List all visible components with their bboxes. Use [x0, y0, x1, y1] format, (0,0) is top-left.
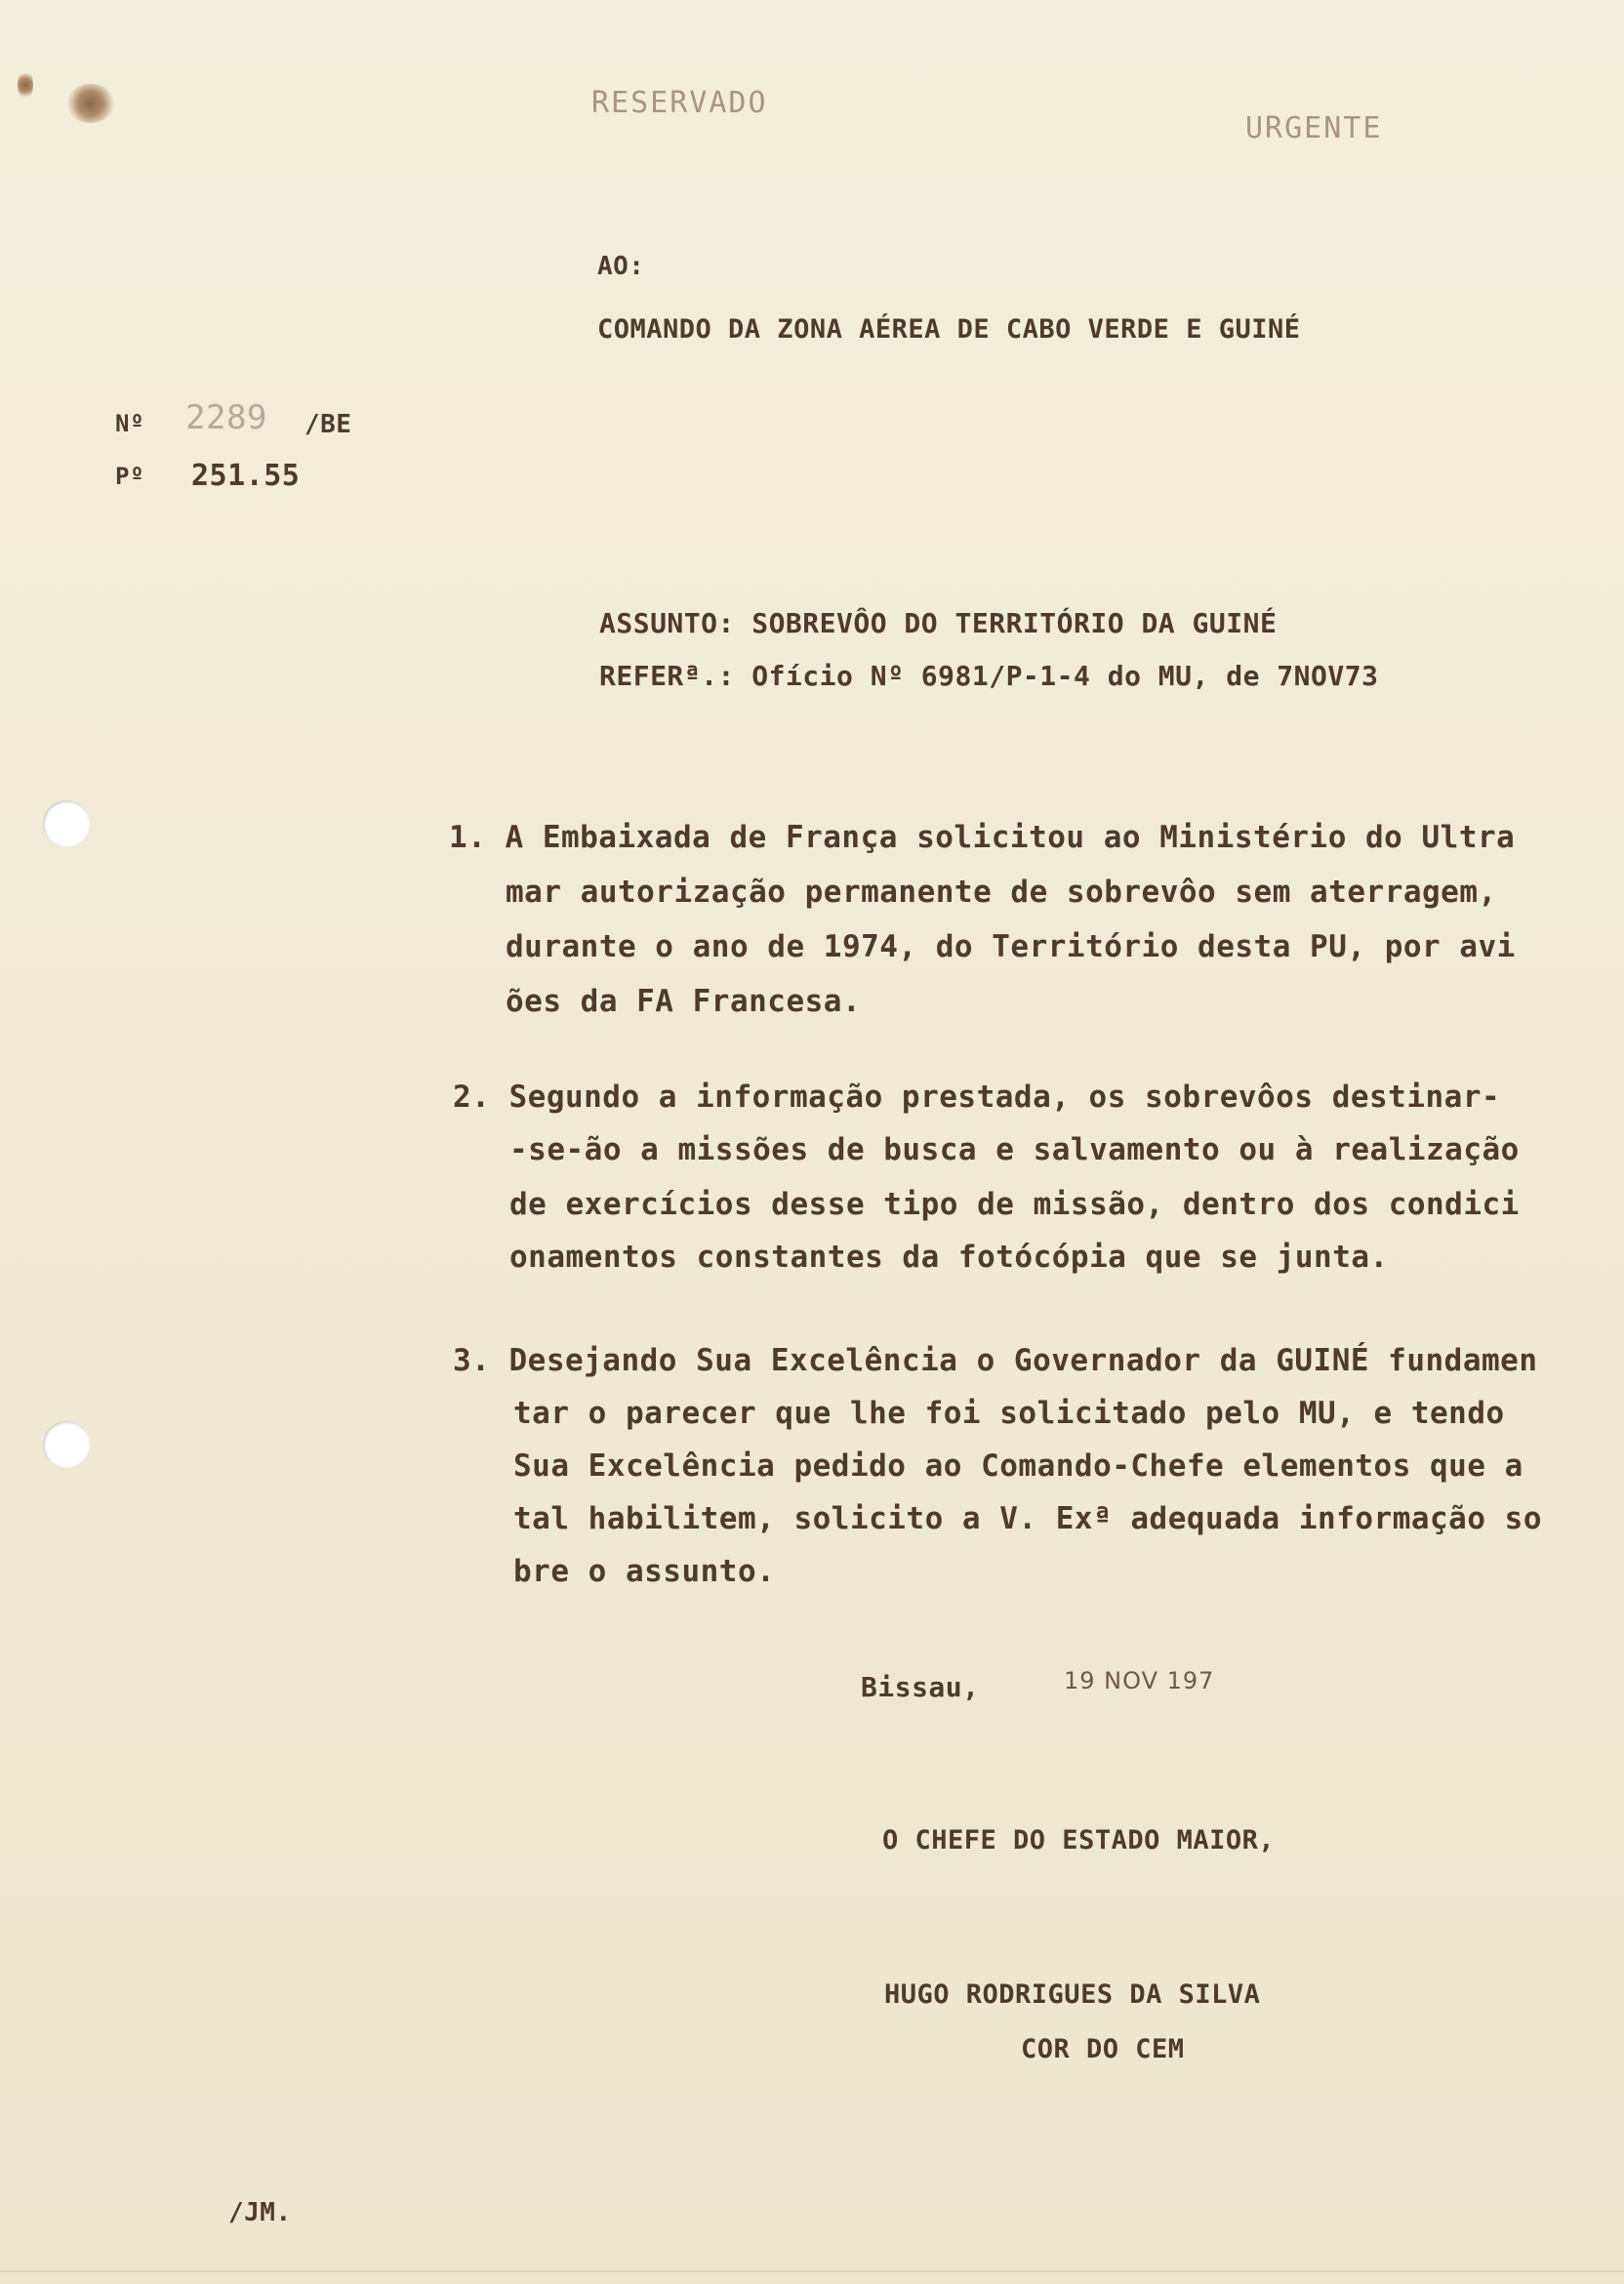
paragraph-1-line-4: ões da FA Francesa. [506, 984, 862, 1019]
reference-line: REFERª.: Ofício Nº 6981/P-1-4 do MU, de 7NOV73 [599, 660, 1379, 692]
punch-hole-upper [43, 800, 90, 847]
paragraph-3-line-2: tar o parecer que lhe foi solicitado pelo MU, e tendo [513, 1396, 1505, 1431]
paragraph-2-line-4: onamentos constantes da fotócópia que se junta. [509, 1240, 1389, 1275]
process-label: Pº [115, 463, 144, 490]
subject-line: ASSUNTO: SOBREVÔO DO TERRITÓRIO DA GUINÉ [599, 607, 1278, 639]
paragraph-2-line-2: -se-ão a missões de busca e salvamento ou à realização [509, 1132, 1520, 1167]
paragraph-3-line-4: tal habilitem, solicito a V. Exª adequada informação so [513, 1501, 1542, 1536]
bottom-edge-line [0, 2270, 1624, 2272]
date-stamp: 19 NOV 197 [1064, 1667, 1215, 1694]
paragraph-3-line-3: Sua Excelência pedido ao Comando-Chefe elementos que a [513, 1448, 1523, 1484]
signatory-name: HUGO RODRIGUES DA SILVA [884, 1979, 1261, 2010]
process-value: 251.55 [191, 459, 301, 493]
paragraph-3-line-1: 3. Desejando Sua Excelência o Governador da GUINÉ fundamen [453, 1343, 1538, 1378]
signatory-title: O CHEFE DO ESTADO MAIOR, [882, 1825, 1276, 1856]
stain-mark [66, 84, 115, 123]
place-label: Bissau, [861, 1671, 980, 1703]
number-value: 2289 [185, 398, 267, 437]
number-suffix: /BE [304, 410, 352, 439]
paragraph-2-line-3: de exercícios desse tipo de missão, dentro dos condici [509, 1187, 1520, 1222]
addressee-name: COMANDO DA ZONA AÉREA DE CABO VERDE E GUINÉ [597, 314, 1301, 345]
addressee-label: AO: [597, 252, 645, 281]
signatory-rank: COR DO CEM [1021, 2034, 1185, 2064]
stain-mark-small [18, 70, 33, 100]
urgente-stamp: URGENTE [1245, 111, 1383, 145]
reservado-stamp: RESERVADO [591, 86, 768, 120]
paragraph-1-line-1: 1. A Embaixada de França solicitou ao Ministério do Ultra [449, 820, 1516, 855]
paragraph-1-line-2: mar autorização permanente de sobrevôo sem aterragem, [506, 875, 1497, 910]
paragraph-2-line-1: 2. Segundo a informação prestada, os sobrevôos destinar- [453, 1080, 1501, 1115]
paragraph-1-line-3: durante o ano de 1974, do Território desta PU, por avi [506, 929, 1516, 964]
paragraph-3-line-5: bre o assunto. [513, 1554, 776, 1589]
footer-initials: /JM. [228, 2198, 292, 2227]
punch-hole-lower [43, 1421, 90, 1468]
number-label: Nº [115, 410, 144, 437]
